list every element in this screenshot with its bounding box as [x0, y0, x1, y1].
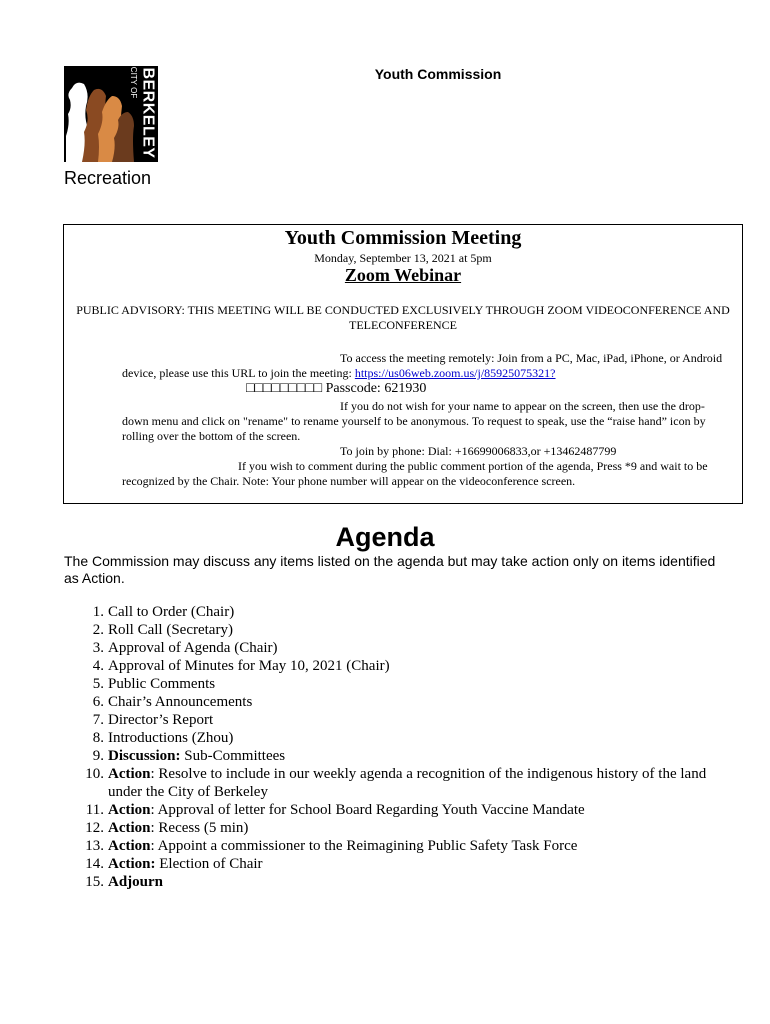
webinar-title: Zoom Webinar [344, 265, 462, 285]
agenda-item-number: 9. [92, 748, 104, 764]
agenda-item [80, 747, 740, 765]
agenda-item-text: Public Comments [108, 676, 216, 692]
agenda-item-number: 4. [92, 658, 104, 674]
agenda-item-number: 8. [92, 730, 104, 746]
rename-line-2: down menu and click on "rename" to rename yourself to be anonymous. To request to speak, use the “raise hand” icon by [122, 414, 706, 428]
agenda-item-number: 15. [85, 874, 104, 890]
agenda-item [80, 693, 740, 711]
meeting-info-box [63, 224, 743, 504]
city-of-berkeley-logo [64, 66, 158, 162]
agenda-item-text: Chair’s Announcements [108, 694, 253, 710]
rename-line-1: If you do not wish for your name to appear on the screen, then use the drop- [340, 399, 705, 413]
passcode-value: Passcode: 621930 [322, 381, 427, 396]
agenda-item-number: 2. [92, 622, 104, 638]
agenda-intro: The Commission may discuss any items listed on the agenda but may take action only on items identified as Action. [64, 553, 716, 586]
phone-dial-line: To join by phone: Dial: +16699006833,or +13462487799 [340, 444, 617, 458]
passcode-boxes: □□□□□□□□□ [246, 381, 323, 396]
agenda-item-text: Introductions (Zhou) [108, 730, 234, 746]
commission-header-title: Youth Commission [374, 66, 502, 82]
agenda-item-bold: Action [108, 820, 151, 836]
agenda-title: Agenda [335, 522, 435, 552]
agenda-item-number: 12. [85, 820, 104, 836]
agenda-item-bold: Action [108, 766, 151, 782]
meeting-title: Youth Commission Meeting [284, 227, 522, 249]
agenda-item-number: 13. [85, 838, 104, 854]
passcode-line [246, 381, 426, 397]
agenda-item-text: : Resolve to include in our weekly agenda a recognition of the indigenous history of the land under the City of Berkeley [108, 766, 707, 800]
agenda-item [80, 729, 740, 747]
agenda-item-bold: Adjourn [108, 874, 164, 890]
agenda-item [80, 657, 740, 675]
logo-city-text: CITY OF [129, 66, 139, 99]
agenda-item-number: 14. [85, 856, 104, 872]
remote-access-text: device, please use this URL to join the meeting: [122, 366, 355, 380]
public-advisory: PUBLIC ADVISORY: THIS MEETING WILL BE CONDUCTED EXCLUSIVELY THROUGH ZOOM VIDEOCONFERENCE AND TELECONFERENCE [76, 303, 730, 332]
agenda-item-text: Director’s Report [108, 712, 214, 728]
agenda-item-text: Approval of Minutes for May 10, 2021 (Chair) [108, 658, 390, 674]
agenda-item-bold: Discussion: [108, 748, 181, 764]
agenda-item [80, 639, 740, 657]
agenda-item-bold: Action [108, 802, 151, 818]
agenda-item-number: 11. [85, 802, 104, 818]
agenda-list [80, 603, 740, 891]
agenda-item [80, 603, 740, 621]
rename-line-3: rolling over the bottom of the screen. [122, 429, 301, 443]
remote-access-line-2 [122, 366, 556, 381]
agenda-item-text: Sub-Committees [180, 748, 286, 764]
logo-berkeley-text: BERKELEY [139, 67, 157, 159]
agenda-item [80, 621, 740, 639]
zoom-join-link[interactable]: https://us06web.zoom.us/j/85925075321? [354, 366, 556, 380]
agenda-item-text: : Recess (5 min) [150, 820, 249, 836]
agenda-item-text: : Approval of letter for School Board Regarding Youth Vaccine Mandate [150, 802, 585, 818]
agenda-item-number: 5. [92, 676, 104, 692]
agenda-item-text: Election of Chair [155, 856, 263, 872]
comment-line-2: recognized by the Chair. Note: Your phone number will appear on the videoconference screen. [122, 474, 576, 488]
agenda-item [80, 873, 740, 891]
agenda-item-number: 6. [92, 694, 104, 710]
agenda-item-bold: Action: [108, 856, 156, 872]
comment-line-1: If you wish to comment during the public comment portion of the agenda, Press *9 and wait to be [238, 459, 708, 473]
agenda-item-text: Approval of Agenda (Chair) [108, 640, 278, 656]
agenda-item [80, 855, 740, 873]
agenda-item [80, 675, 740, 693]
agenda-item [80, 837, 740, 855]
agenda-item-text: Call to Order (Chair) [108, 604, 235, 620]
remote-access-line-1: To access the meeting remotely: Join from a PC, Mac, iPad, iPhone, or Android [340, 351, 723, 365]
department-name: Recreation [64, 168, 152, 188]
agenda-item [80, 711, 740, 729]
agenda-item [80, 801, 740, 819]
agenda-item-text: : Appoint a commissioner to the Reimagining Public Safety Task Force [150, 838, 578, 854]
agenda-item-number: 3. [92, 640, 104, 656]
agenda-item-number: 10. [85, 766, 104, 782]
agenda-item-bold: Action [108, 838, 151, 854]
agenda-item [80, 765, 740, 801]
agenda-item-number: 1. [92, 604, 104, 620]
agenda-item [80, 819, 740, 837]
agenda-item-number: 7. [92, 712, 104, 728]
agenda-item-text: Roll Call (Secretary) [108, 622, 233, 638]
meeting-date: Monday, September 13, 2021 at 5pm [314, 251, 492, 265]
